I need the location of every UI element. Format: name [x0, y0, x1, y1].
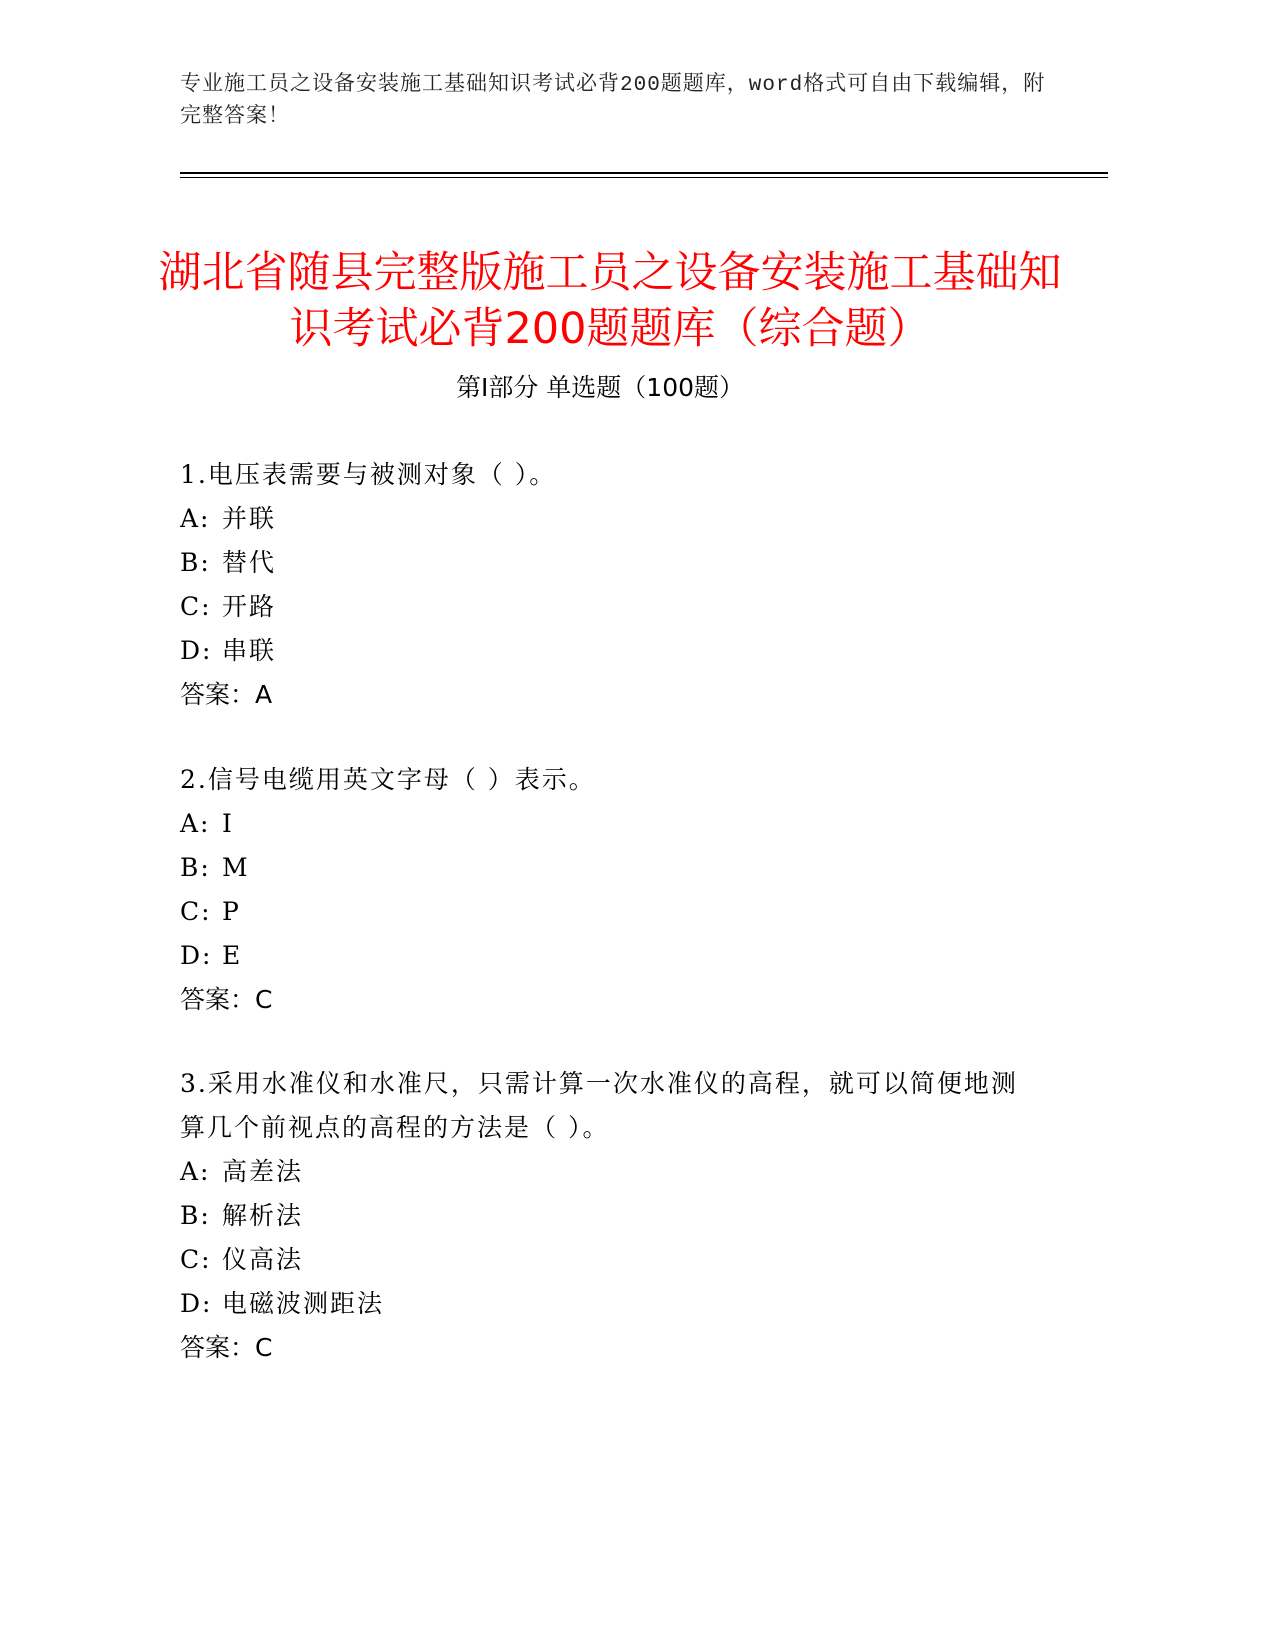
option-letter: B: — [180, 853, 211, 882]
option-letter: A: — [180, 504, 211, 533]
option-text: 仪高法 — [222, 1245, 304, 1274]
option-text: 电磁波测距法 — [222, 1289, 385, 1318]
option-b — [180, 1194, 1040, 1238]
question-1 — [180, 453, 1080, 717]
option-letter: C: — [180, 897, 212, 926]
option-c — [180, 1238, 1040, 1282]
option-text: E — [222, 941, 243, 970]
question-stem: 1.电压表需要与被测对象（ ）。 — [180, 460, 557, 489]
option-a — [180, 802, 1080, 846]
option-d — [180, 1282, 1040, 1326]
option-letter: D: — [180, 941, 213, 970]
option-text: 并联 — [222, 504, 277, 533]
option-text: 串联 — [222, 636, 277, 665]
option-letter: D: — [180, 636, 213, 665]
option-letter: B: — [180, 1201, 211, 1230]
option-letter: D: — [180, 1289, 213, 1318]
question-2 — [180, 758, 1080, 1022]
option-letter: C: — [180, 1245, 212, 1274]
option-d — [180, 934, 1080, 978]
header-note: 专业施工员之设备安装施工基础知识考试必背200题题库，word格式可自由下载编辑，附完整答案！ — [180, 74, 1046, 129]
option-letter: A: — [180, 1157, 211, 1186]
option-text: 开路 — [222, 592, 277, 621]
document-title: 湖北省随县完整版施工员之设备安装施工基础知识考试必背200题题库（综合题） — [158, 247, 1062, 354]
section-heading: 第Ⅰ部分 单选题（100题） — [455, 373, 745, 402]
option-letter: C: — [180, 592, 212, 621]
option-letter: A: — [180, 809, 211, 838]
answer: 答案：C — [180, 1333, 273, 1362]
answer: 答案：A — [180, 680, 273, 709]
option-text: 解析法 — [222, 1201, 304, 1230]
answer: 答案：C — [180, 985, 273, 1014]
header-divider-thick — [180, 172, 1108, 174]
header-divider-thin — [180, 177, 1108, 178]
option-text: I — [222, 809, 234, 838]
option-text: M — [222, 853, 250, 882]
question-stem: 3.采用水准仪和水准尺，只需计算一次水准仪的高程，就可以简便地测算几个前视点的高程的方法是（ ）。 — [180, 1069, 1018, 1142]
option-b — [180, 846, 1080, 890]
option-a — [180, 497, 1080, 541]
option-d — [180, 629, 1080, 673]
option-text: 高差法 — [222, 1157, 304, 1186]
option-b — [180, 541, 1080, 585]
option-text: P — [222, 897, 241, 926]
option-c — [180, 585, 1080, 629]
option-c — [180, 890, 1080, 934]
question-stem: 2.信号电缆用英文字母（ ）表示。 — [180, 765, 596, 794]
question-3 — [180, 1062, 1040, 1370]
option-letter: B: — [180, 548, 211, 577]
option-text: 替代 — [222, 548, 277, 577]
option-a — [180, 1150, 1040, 1194]
